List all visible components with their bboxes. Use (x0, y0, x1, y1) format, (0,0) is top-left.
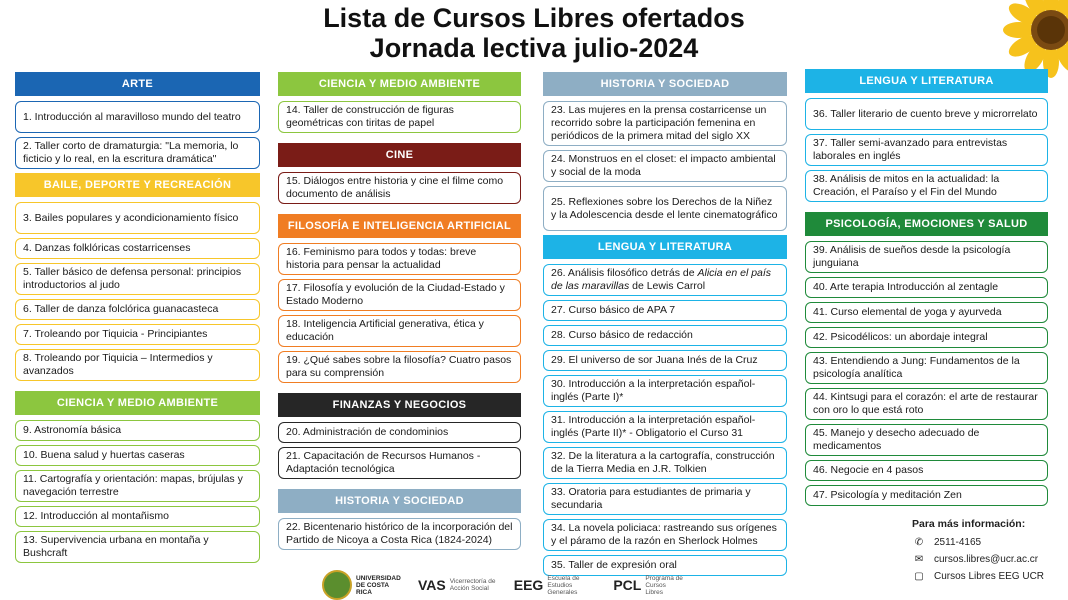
course-item: 19. ¿Qué sabes sobre la filosofía? Cuatro pasos para su comprensión (278, 351, 521, 383)
vas-logo: VAS Vicerrectoría de Acción Social (418, 577, 496, 593)
course-item: 13. Supervivencia urbana en montaña y Bushcraft (15, 531, 260, 563)
course-item: 9. Astronomía básica (15, 420, 260, 441)
course-item: 2. Taller corto de dramaturgia: "La memoria, lo ficticio y lo real, en la escritura dramática" (15, 137, 260, 169)
course-item: 27. Curso básico de APA 7 (543, 300, 787, 321)
course-item: 35. Taller de expresión oral (543, 555, 787, 576)
book-title: Alicia en el país de las maravillas (551, 267, 772, 292)
contact-facebook[interactable] (912, 568, 1044, 585)
column-4 (805, 69, 1048, 510)
course-item: 3. Bailes populares y acondicionamiento físico (15, 202, 260, 234)
course-item: 10. Buena salud y huertas caseras (15, 445, 260, 466)
facebook-page[interactable]: Cursos Libres EEG UCR (934, 571, 1045, 582)
course-item: 36. Taller literario de cuento breve y microrrelato (805, 98, 1048, 130)
course-item: 33. Oratoria para estudiantes de primaria y secundaria (543, 483, 787, 515)
course-item: 47. Psicología y meditación Zen (805, 485, 1048, 506)
course-text: 26. Análisis filosófico detrás de (551, 267, 698, 279)
course-item: 46. Negocie en 4 pasos (805, 460, 1048, 481)
course-item: 41. Curso elemental de yoga y ayurveda (805, 302, 1048, 323)
page-subtitle: Jornada lectiva julio-2024 (369, 33, 699, 63)
page-title: Lista de Cursos Libres ofertados (323, 3, 745, 33)
category-header-lengua: LENGUA Y LITERATURA (805, 69, 1048, 93)
course-item: 8. Troleando por Tiquicia – Intermedios y avanzados (15, 349, 260, 381)
category-header-historia: HISTORIA Y SOCIEDAD (543, 72, 787, 96)
course-item: 12. Introducción al montañismo (15, 506, 260, 527)
category-header-filosofia: FILOSOFÍA E INTELIGENCIA ARTIFICIAL (278, 214, 521, 238)
course-item: 5. Taller básico de defensa personal: principios introductorios al judo (15, 263, 260, 295)
course-item: 32. De la literatura a la cartografía, construcción de la Tierra Media en J.R. Tolkien (543, 447, 787, 479)
course-item: 1. Introducción al maravilloso mundo del teatro (15, 101, 260, 133)
course-item: 43. Entendiendo a Jung: Fundamentos de la psicología analítica (805, 352, 1048, 384)
ucr-seal-icon (322, 570, 352, 600)
course-item: 16. Feminismo para todos y todas: breve historia para pensar la actualidad (278, 243, 521, 275)
course-text: de Lewis Carrol (629, 280, 706, 292)
course-item: 11. Cartografía y orientación: mapas, brújulas y navegación terrestre (15, 470, 260, 502)
course-item (543, 264, 787, 296)
facebook-icon: ▢ (914, 570, 924, 582)
course-item: 7. Troleando por Tiquicia - Principiantes (15, 324, 260, 345)
course-item: 29. El universo de sor Juana Inés de la Cruz (543, 350, 787, 371)
course-item: 30. Introducción a la interpretación español-inglés (Parte I)* (543, 375, 787, 407)
course-item: 20. Administración de condominios (278, 422, 521, 443)
course-item: 28. Curso básico de redacción (543, 325, 787, 346)
ucr-logo: UNIVERSIDAD DE COSTA RICA (322, 570, 404, 600)
contact-email[interactable] (912, 551, 1044, 568)
course-item: 22. Bicentenario histórico de la incorporación del Partido de Nicoya a Costa Rica (1824-2024) (278, 518, 521, 550)
category-header-finanzas: FINANZAS Y NEGOCIOS (278, 393, 521, 417)
course-item: 34. La novela policiaca: rastreando sus orígenes y el páramo de la razón en Sherlock Holmes (543, 519, 787, 551)
course-item: 45. Manejo y desecho adecuado de medicamentos (805, 424, 1048, 456)
column-1 (15, 72, 260, 567)
category-header-lengua: LENGUA Y LITERATURA (543, 235, 787, 259)
course-item: 21. Capacitación de Recursos Humanos - Adaptación tecnológica (278, 447, 521, 479)
contact-phone (912, 534, 1044, 551)
contact-title: Para más información: (912, 518, 1026, 530)
course-item: 37. Taller semi-avanzado para entrevistas laborales en inglés (805, 134, 1048, 166)
course-item: 15. Diálogos entre historia y cine el filme como documento de análisis (278, 172, 521, 204)
course-item: 40. Arte terapia Introducción al zentagle (805, 277, 1048, 298)
category-header-historia: HISTORIA Y SOCIEDAD (278, 489, 521, 513)
column-3 (543, 72, 787, 580)
course-item: 4. Danzas folklóricas costarricenses (15, 238, 260, 259)
category-header-arte: ARTE (15, 72, 260, 96)
logo-strip (322, 570, 685, 600)
email-address[interactable]: cursos.libres@ucr.ac.cr (934, 554, 1039, 565)
course-item: 6. Taller de danza folclórica guanacasteca (15, 299, 260, 320)
eeg-logo: EEG Escuela de Estudios Generales (513, 574, 580, 596)
course-item: 25. Reflexiones sobre los Derechos de la Niñez y la Adolescencia desde el lente cinematográfico (543, 186, 787, 231)
email-icon: ✉ (914, 553, 924, 565)
category-header-psicologia: PSICOLOGÍA, EMOCIONES Y SALUD (805, 212, 1048, 236)
course-item: 17. Filosofía y evolución de la Ciudad-Estado y Estado Moderno (278, 279, 521, 311)
course-item: 31. Introducción a la interpretación español-inglés (Parte II)* - Obligatorio el Curso 31 (543, 411, 787, 443)
category-header-baile: BAILE, DEPORTE Y RECREACIÓN (15, 173, 260, 197)
pcl-logo: PCL Programa de Cursos Libres (613, 574, 683, 596)
course-item: 38. Análisis de mitos en la actualidad: la Creación, el Paraíso y el Fin del Mundo (805, 170, 1048, 202)
course-item: 42. Psicodélicos: un abordaje integral (805, 327, 1048, 348)
course-item: 14. Taller de construcción de figuras geométricas con tiritas de papel (278, 101, 521, 133)
course-item: 18. Inteligencia Artificial generativa, ética y educación (278, 315, 521, 347)
category-header-cine: CINE (278, 143, 521, 167)
phone-icon: ✆ (914, 536, 924, 548)
course-item: 23. Las mujeres en la prensa costarricense un recorrido sobre la participación femenina en periódicos de la primera mitad del siglo XX (543, 101, 787, 146)
category-header-ciencia: CIENCIA Y MEDIO AMBIENTE (278, 72, 521, 96)
course-item: 24. Monstruos en el closet: el impacto ambiental y social de la moda (543, 150, 787, 182)
course-item: 44. Kintsugi para el corazón: el arte de restaurar con oro lo que está roto (805, 388, 1048, 420)
course-item: 39. Análisis de sueños desde la psicología junguiana (805, 241, 1048, 273)
category-header-ciencia: CIENCIA Y MEDIO AMBIENTE (15, 391, 260, 415)
contact-info (912, 518, 1044, 585)
column-2 (278, 72, 521, 554)
phone-number: 2511-4165 (934, 537, 982, 548)
